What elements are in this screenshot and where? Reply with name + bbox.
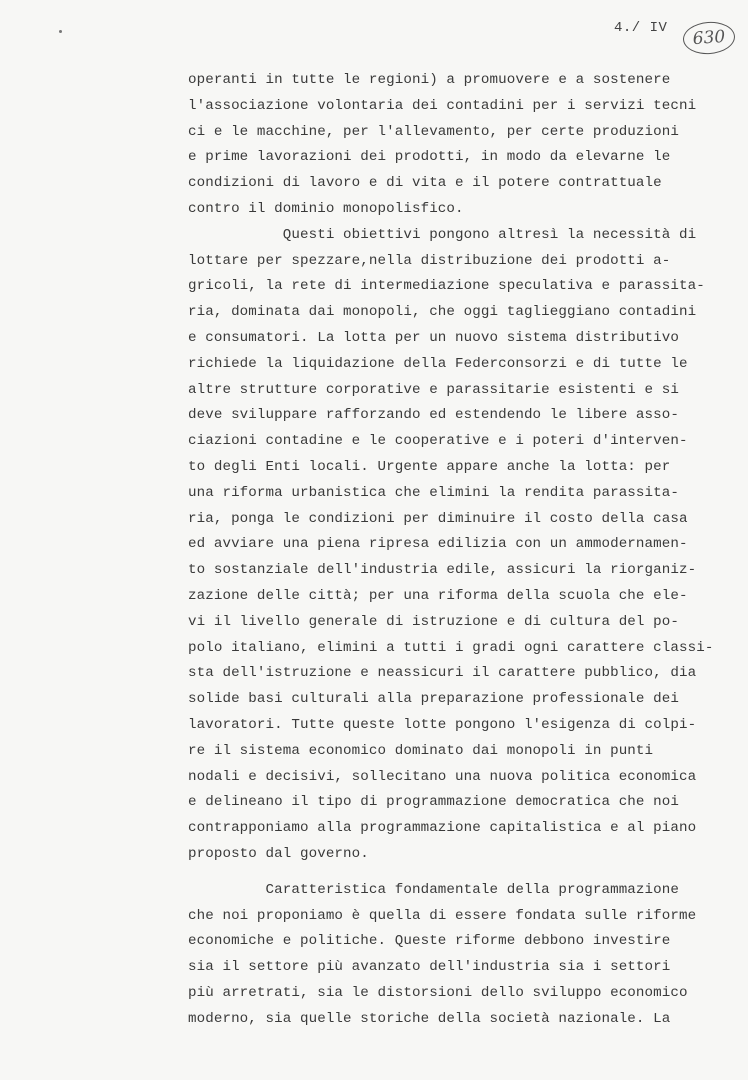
text-line: lavoratori. Tutte queste lotte pongono l'esigenza di colpi- — [188, 716, 697, 733]
text-line: che noi proponiamo è quella di essere fondata sulle riforme — [188, 907, 697, 924]
text-line: nodali e decisivi, sollecitano una nuova politica economica — [188, 768, 697, 785]
text-line: solide basi culturali alla preparazione professionale dei — [188, 691, 679, 708]
text-line: to sostanziale dell'industria edile, assicuri la riorganiz- — [188, 562, 697, 579]
text-line: to degli Enti locali. Urgente appare anche la lotta: per — [188, 458, 671, 475]
text-line: contrapponiamo alla programmazione capitalistica e al piano — [188, 820, 697, 837]
text-line: operanti in tutte le regioni) a promuovere e a sostenere — [188, 72, 671, 88]
margin-mark — [59, 30, 62, 33]
text-line: sia il settore più avanzato dell'industria sia i settori — [188, 959, 671, 976]
text-line: richiede la liquidazione della Federconsorzi e di tutte le — [188, 355, 688, 372]
text-line: una riforma urbanistica che elimini la rendita parassita- — [188, 484, 679, 501]
stamp-number: 630 — [692, 26, 726, 50]
paragraph-2 — [188, 223, 718, 868]
text-line: economiche e politiche. Queste riforme debbono investire — [188, 933, 671, 950]
text-line: e consumatori. La lotta per un nuovo sistema distributivo — [188, 329, 679, 346]
text-line: vi il livello generale di istruzione e di cultura del po- — [188, 613, 679, 630]
text-line: Questi obiettivi pongono altresì la necessità di — [188, 226, 697, 243]
text-line: più arretrati, sia le distorsioni dello sviluppo economico — [188, 984, 688, 1001]
text-line: ria, dominata dai monopoli, che oggi taglieggiano contadini — [188, 304, 697, 321]
paragraph-3 — [188, 878, 718, 1033]
text-line: gricoli, la rete di intermediazione speculativa e parassita- — [188, 278, 705, 295]
text-line: e delineano il tipo di programmazione democratica che noi — [188, 794, 679, 811]
text-line: ria, ponga le condizioni per diminuire il costo della casa — [188, 510, 688, 527]
paragraph-spacer — [188, 868, 718, 878]
text-line: moderno, sia quelle storiche della società nazionale. La — [188, 1010, 671, 1027]
page-number: 4./ IV — [614, 20, 668, 36]
text-line: altre strutture corporative e parassitarie esistenti e si — [188, 381, 679, 398]
text-line: sta dell'istruzione e neassicuri il carattere pubblico, dia — [188, 665, 697, 682]
body-text — [188, 68, 718, 1032]
text-line: proposto dal governo. — [188, 845, 369, 862]
text-line: ed avviare una piena ripresa edilizia con un ammodernamen- — [188, 536, 688, 553]
text-line: e prime lavorazioni dei prodotti, in modo da elevarne le — [188, 149, 671, 166]
text-line: lottare per spezzare,nella distribuzione dei prodotti a- — [188, 252, 671, 269]
text-line: contro il dominio monopolisfico. — [188, 200, 464, 217]
text-line: re il sistema economico dominato dai monopoli in punti — [188, 742, 654, 759]
text-line: Caratteristica fondamentale della programmazione — [188, 881, 679, 898]
text-line: deve sviluppare rafforzando ed estendendo le libere asso- — [188, 407, 679, 424]
text-line: ci e le macchine, per l'allevamento, per certe produzioni — [188, 123, 679, 140]
text-line: ciazioni contadine e le cooperative e i poteri d'interven- — [188, 433, 688, 450]
text-line: zazione delle città; per una riforma della scuola che ele- — [188, 587, 688, 604]
text-line: l'associazione volontaria dei contadini per i servizi tecni — [188, 97, 697, 114]
text-line: polo italiano, elimini a tutti i gradi ogni carattere classi- — [188, 639, 714, 656]
paragraph-1 — [188, 68, 718, 223]
archive-stamp — [682, 20, 736, 56]
text-line: condizioni di lavoro e di vita e il potere contrattuale — [188, 175, 662, 192]
